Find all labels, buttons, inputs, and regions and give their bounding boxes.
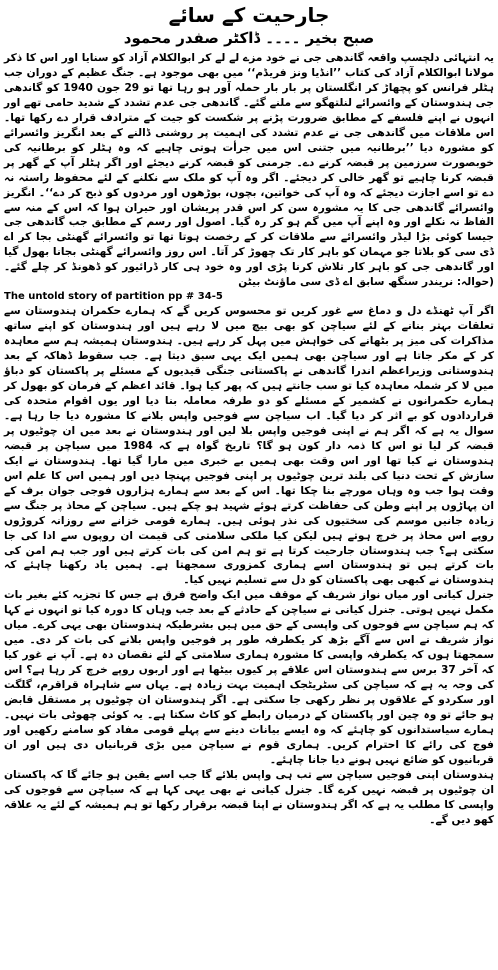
paragraph-2: اگر آپ ٹھنڈے دل و دماغ سے غور کریں تو محسوس کریں گے کہ ہمارے حکمران ہندوستان سے تعلقات بہتر بنانے کے لئے سیاچن کو بھی بیچ میں لا رہے ہیں اور ہندوستان کو اپنے ساتھ مذاکرات کی میز پر بٹھانے کی خواہش میں پہل کر رہے ہیں۔ ہندوستان ہمیشہ ہم سے معاہدہ کر کے مکر جاتا ہے اور سیاچن بھی ہمیں ایک یہی سبق دیتا ہے۔ جب سقوط ڈھاکہ کے بعد ہندوستانی وزیراعظم اندرا گاندھی نے پاکستانی جنگی قیدیوں کے مسئلے پر پاکستان کو دباؤ میں لا کر شملہ معاہدہ کیا تو سب جانتے ہیں کہ پھر کیا ہوا۔ قائد اعظم کے فرمان کو بھول کر ہمارے حکمرانوں نے کشمیر کے مسئلے کو دو طرفہ معاملہ بنا دیا اور یوں اقوام متحدہ کی قراردادوں کو بے اثر کر دیا گیا۔ اب سیاچن سے فوجیں واپس بلانے کا مشورہ دیا جا رہا ہے۔ سوال یہ ہے کہ اگر ہم نے اپنی فوجیں واپس بلا لیں اور ہندوستان نے بعد میں ان چوٹیوں پر قبضہ کر لیا تو اس کا ذمہ دار کون ہو گا؟ تاریخ گواہ ہے کہ 1984 میں سیاچن پر قبضہ ہندوستان نے کیا تھا اور اس وقت بھی ہمیں بے خبری میں مارا گیا تھا۔ ہندوستان نے ایک سازش کے تحت دنیا کی بلند ترین چوٹیوں پر اپنی فوجیں پہنچا دیں اور ہمیں اس کا علم اس وقت ہوا جب وہ وہاں مورچے بنا چکا تھا۔ اس کے بعد سے ہمارے ہزاروں فوجی جوان برف کے ان پہاڑوں پر اپنے وطن کی حفاظت کرتے ہوئے شہید ہو چکے ہیں۔ سیاچن کے محاذ پر جنگ سے زیادہ جانیں موسم کی سختیوں کی نذر ہوئی ہیں۔ ہمارے قومی خزانے سے روزانہ کروڑوں روپے اس محاذ پر خرچ ہوتے ہیں لیکن کیا ملکی سلامتی کی قیمت ان روپوں سے ادا کی جا سکتی ہے؟ جب ہندوستان جارحیت کرتا ہے تو ہم امن کی بات کرتے ہیں اور جب ہم امن کی بات کرتے ہیں تو ہندوستان اسے ہماری کمزوری سمجھتا ہے۔ ہمیں یاد رکھنا چاہئے کہ ہندوستان نے کبھی بھی پاکستان کو دل سے تسلیم نہیں کیا۔	[4, 305, 494, 587]
column-title: جارحیت کے سائے	[168, 3, 330, 27]
article-body	[4, 51, 494, 828]
book-reference: The untold story of partition pp # 34-5	[4, 291, 223, 303]
paragraph-1: یہ انتہائی دلچسپ واقعہ گاندھی جی نے خود مزے لے لے کر ابوالکلام آزاد کو سنایا اور اس کا ذکر مولانا ابوالکلام آزاد کی کتاب ’’انڈیا ونز فریڈم‘‘ میں بھی موجود ہے۔ جنگ عظیم کے دوران جب ہٹلر فرانس کو پچھاڑ کر انگلستان پر بار بار حملہ آور ہو رہا تھا تو 29 جون 1940 کو گاندھی جی ہندوستان کے وائسرائے لنلتھگو سے ملنے گئے۔ گاندھی جی عدم تشدد کے شدید حامی تھے اور انہوں نے اپنے فلسفے کے مطابق ضرورت پڑنے پر شکست کو جیت کے مترادف قرار دے رکھا تھا۔ اس ملاقات میں گاندھی جی نے عدم تشدد کی اہمیت پر روشنی ڈالنے کے بعد انگریز وائسرائے کو مشورہ دیا ’’برطانیہ میں جتنی اس میں جرأت ہوتی چاہیے کہ وہ ہٹلر کو برطانیہ کی خوبصورت سرزمین پر قبضہ کرنے دے۔ جرمنی کو قبضہ کرنے دیجئے اور اگر ہٹلر آپ کے گھر پر قبضہ کرنا چاہیے تو گھر خالی کر دیجئے۔ اگر وہ آپ کو ملک سے نکلنے کے لئے محفوظ راستہ نہ دے تو اسے اجازت دیجئے کہ وہ آپ کی خواتین، بچوں، بوڑھوں اور مردوں کو ذبح کر دے‘‘۔ انگریز وائسرائے گاندھی جی کا یہ مشورہ سن کر اس قدر پریشان اور حیران ہوا کہ اس کے منہ سے الفاظ نہ نکلے اور وہ اپنے آپ میں گم ہو کر رہ گیا۔ اصول اور رسم کے مطابق جب گاندھی جی جیسا کوئی بڑا لیڈر وائسرائے سے ملاقات کر کے رخصت ہوتا تھا تو وائسرائے گھنٹی بجا کر اے ڈی سی کو بلاتا جو مہمان کو باہر کار تک چھوڑ کر آتا۔ اس روز وائسرائے گھنٹی بجانا بھول گیا اور گاندھی جی کو باہر کار تلاش کرنا پڑی اور وہ خود ہی کار ڈرائیور کو ڈھونڈ کر چلے گئے۔ (حوالہ: نریندر سنگھ سابق اے ڈی سی ماؤنٹ بیٹن	[4, 52, 495, 289]
paragraph-4: ہندوستان اپنی فوجیں سیاچن سے تب ہی واپس بلائے گا جب اسے یقین ہو جائے گا کہ پاکستان ان چوٹیوں پر قبضہ نہیں کرے گا۔ جنرل کیانی نے بھی یہی کہا ہے کہ سیاچن سے فوجوں کی واپسی کا مطلب یہ ہے کہ اگر ہندوستان نے اپنا قبضہ برقرار رکھا تو ہم ہمیشہ کے لئے یہ علاقہ کھو دیں گے۔	[4, 768, 494, 826]
paragraph-3: جنرل کیانی اور میاں نواز شریف کے موقف میں ایک واضح فرق ہے جس کا تجزیہ کئے بغیر بات مکمل نہیں ہوتی۔ جنرل کیانی نے سیاچن کے حادثے کے بعد جب وہاں کا دورہ کیا تو انہوں نے کہا کہ ہم سیاچن سے فوجوں کی واپسی کے حق میں ہیں بشرطیکہ ہندوستان بھی یہی کرے۔ میاں نواز شریف نے اس سے آگے بڑھ کر یکطرفہ طور پر فوجیں واپس بلانے کی بات کر دی۔ میں سمجھتا ہوں کہ یکطرفہ واپسی کا مشورہ ہماری سلامتی کے لئے نقصان دہ ہے۔ آپ نے غور کیا کہ آخر 37 برس سے ہندوستان اس علاقے پر کیوں بیٹھا ہے اور اربوں روپے خرچ کر رہا ہے؟ اس کی وجہ یہ ہے کہ سیاچن کی سٹریٹجک اہمیت بہت زیادہ ہے۔ یہاں سے شاہراہ قراقرم، گلگت اور سکردو کے علاقوں پر نظر رکھی جا سکتی ہے۔ اگر ہندوستان ان چوٹیوں پر مستقل قابض ہو جائے تو وہ چین اور پاکستان کے درمیان رابطے کو کاٹ سکتا ہے۔ یہ کوئی چھوٹی بات نہیں۔ ہمارے سیاستدانوں کو چاہئے کہ وہ ایسے بیانات دینے سے پہلے قومی مفاد کو سامنے رکھیں اور فوج کی رائے کا احترام کریں۔ ہماری قوم نے سیاچن میں بڑی قربانیاں دی ہیں اور ان قربانیوں کو ضائع نہیں ہونے دیا جانا چاہئے۔	[4, 589, 494, 766]
column-header	[4, 0, 494, 51]
column-byline: صبح بخیر ۔۔۔۔ ڈاکٹر صفدر محمود	[123, 29, 375, 47]
